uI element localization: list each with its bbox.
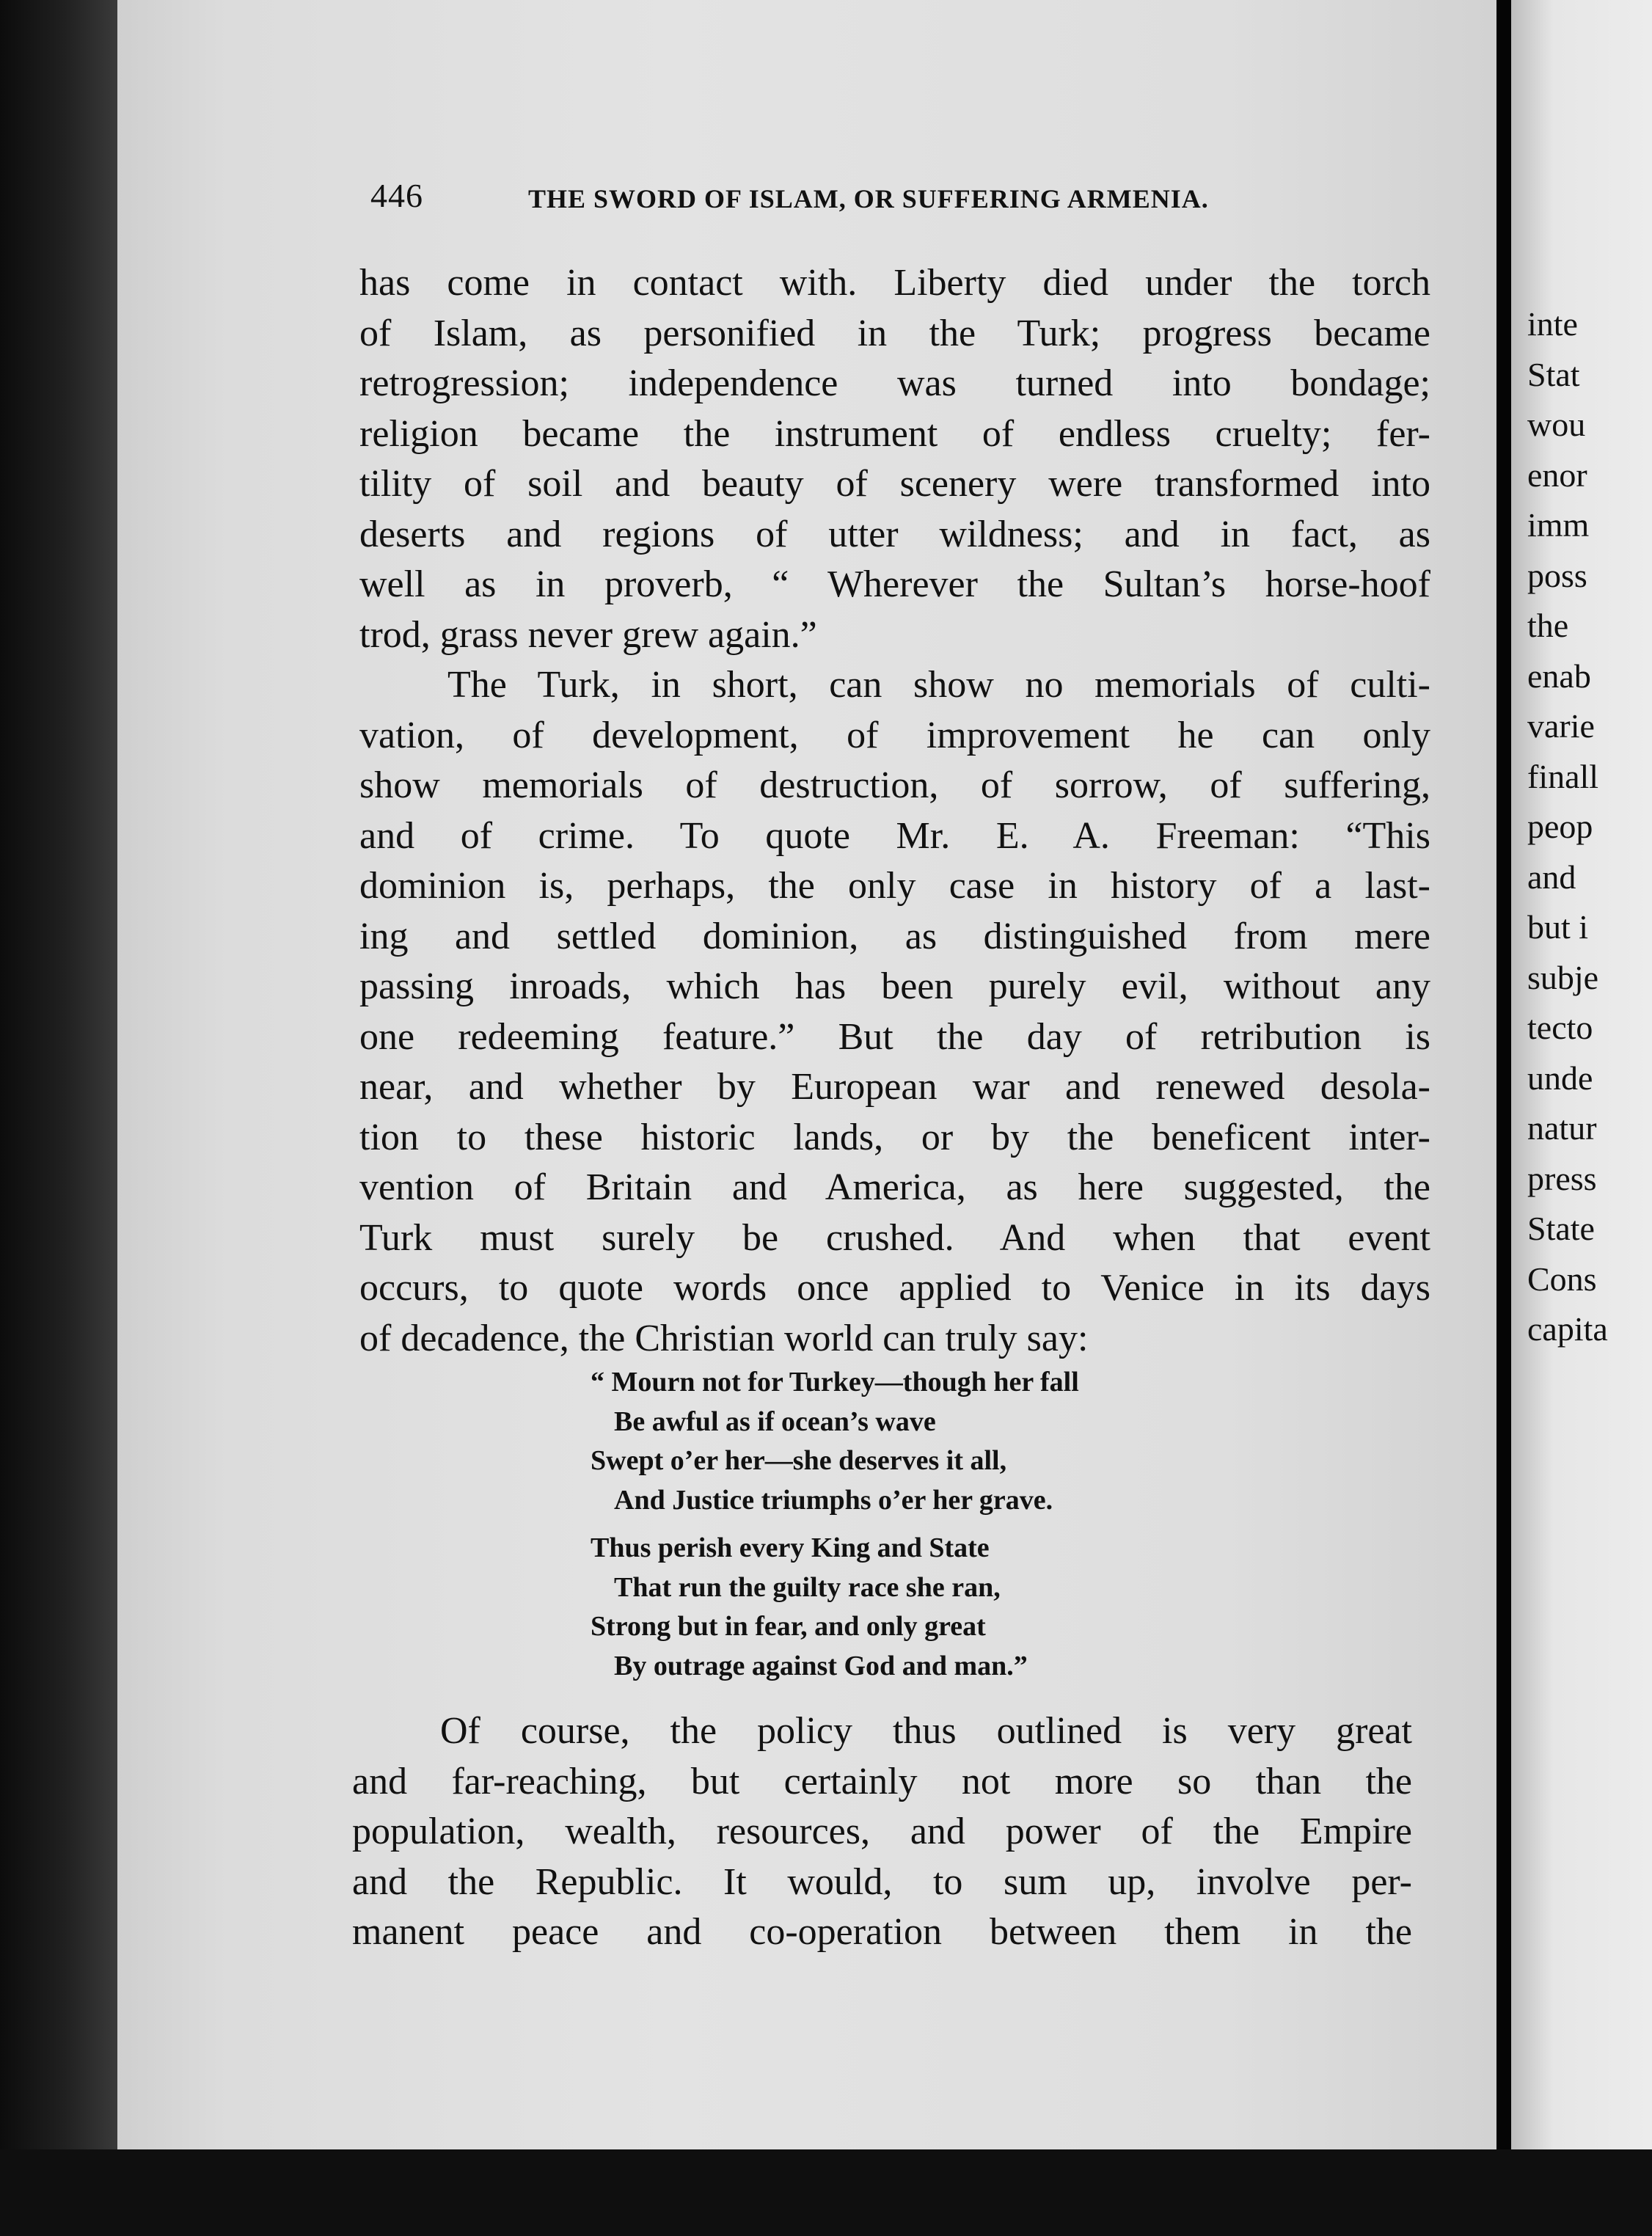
body-line: passing inroads, which has been purely evil, without any	[359, 965, 1430, 1007]
body-line: and far-reaching, but certainly not more so than the	[352, 1760, 1412, 1802]
body-line: retrogression; independence was turned into bondage;	[359, 362, 1430, 404]
body-line: manent peace and co-operation between them in the	[352, 1911, 1412, 1953]
body-line: and of crime. To quote Mr. E. A. Freeman: “This	[359, 814, 1430, 857]
facing-line: press	[1527, 1159, 1597, 1197]
body-line: ing and settled dominion, as distinguished from mere	[359, 915, 1430, 957]
body-text	[359, 258, 1430, 1364]
facing-line: subje	[1527, 958, 1599, 996]
book-gutter	[1496, 0, 1511, 2236]
facing-line: varie	[1527, 707, 1595, 745]
facing-line: Stat	[1527, 355, 1580, 393]
body-line: well as in proverb, “ Wherever the Sultan’s horse-hoof	[359, 563, 1430, 605]
body-line: near, and whether by European war and renewed desola-	[359, 1066, 1430, 1108]
facing-line: Cons	[1527, 1260, 1597, 1298]
facing-line: wou	[1527, 406, 1586, 443]
facing-line: the	[1527, 607, 1569, 644]
body-line: dominion is, perhaps, the only case in history of a last-	[359, 865, 1430, 907]
facing-line: enor	[1527, 456, 1587, 494]
facing-line: imm	[1527, 506, 1590, 544]
poem-line: By outrage against God and man.”	[614, 1650, 1028, 1681]
poem-line: Swept o’er her—she deserves it all,	[591, 1445, 1007, 1476]
scan-bottom-border	[0, 2149, 1652, 2236]
facing-line: poss	[1527, 556, 1587, 594]
facing-line: natur	[1527, 1109, 1597, 1147]
facing-line: unde	[1527, 1059, 1593, 1097]
closing-paragraph	[352, 1706, 1412, 1958]
page-number: 446	[370, 177, 423, 214]
running-title: THE SWORD OF ISLAM, OR SUFFERING ARMENIA.	[528, 184, 1209, 213]
body-line: Of course, the policy thus outlined is very great	[440, 1710, 1412, 1752]
body-line: and the Republic. It would, to sum up, involve per-	[352, 1860, 1412, 1903]
facing-line: State	[1527, 1210, 1595, 1247]
body-line: vation, of development, of improvement he can only	[359, 714, 1430, 756]
facing-line: tecto	[1527, 1009, 1593, 1046]
scan-left-border	[0, 0, 117, 2236]
body-line: occurs, to quote words once applied to Venice in its days	[359, 1267, 1430, 1309]
body-line: one redeeming feature.” But the day of retribution is	[359, 1015, 1430, 1058]
body-line: of decadence, the Christian world can truly say:	[359, 1317, 1089, 1359]
facing-page-text	[1527, 299, 1608, 1355]
facing-line: capita	[1527, 1310, 1608, 1348]
facing-line: and	[1527, 858, 1576, 896]
facing-line: but i	[1527, 908, 1589, 946]
body-line: population, wealth, resources, and power of the Empire	[352, 1811, 1412, 1852]
poem-line: Be awful as if ocean’s wave	[614, 1406, 936, 1437]
body-line: Turk must surely be crushed. And when that event	[359, 1216, 1430, 1259]
body-line: of Islam, as personified in the Turk; progress became	[359, 312, 1430, 354]
body-line: vention of Britain and America, as here suggested, the	[359, 1166, 1430, 1208]
poem-line: And Justice triumphs o’er her grave.	[614, 1484, 1053, 1516]
body-line: show memorials of destruction, of sorrow, of suffering,	[359, 764, 1430, 806]
facing-line: finall	[1527, 757, 1599, 795]
poem-line: Strong but in fear, and only great	[591, 1611, 986, 1642]
facing-line: enab	[1527, 657, 1591, 695]
poem-line: “ Mourn not for Turkey—though her fall	[591, 1367, 1079, 1398]
facing-line: inte	[1527, 305, 1578, 343]
body-line: trod, grass never grew again.”	[359, 613, 817, 656]
body-line: tion to these historic lands, or by the beneficent inter-	[359, 1116, 1430, 1158]
poem-line: Thus perish every King and State	[591, 1532, 990, 1563]
body-line: deserts and regions of utter wildness; and in fact, as	[359, 513, 1430, 555]
body-line: tility of soil and beauty of scenery were transformed into	[359, 463, 1430, 505]
body-line: has come in contact with. Liberty died under the torch	[359, 262, 1430, 304]
stanza-gap	[591, 1520, 1251, 1529]
poem-line: That run the guilty race she ran,	[614, 1571, 1001, 1603]
running-head	[370, 176, 1456, 220]
facing-line: peop	[1527, 808, 1593, 845]
body-line: religion became the instrument of endless cruelty; fer-	[359, 412, 1430, 455]
poem-quotation	[591, 1363, 1251, 1686]
body-line: The Turk, in short, can show no memorials of culti-	[447, 664, 1430, 706]
